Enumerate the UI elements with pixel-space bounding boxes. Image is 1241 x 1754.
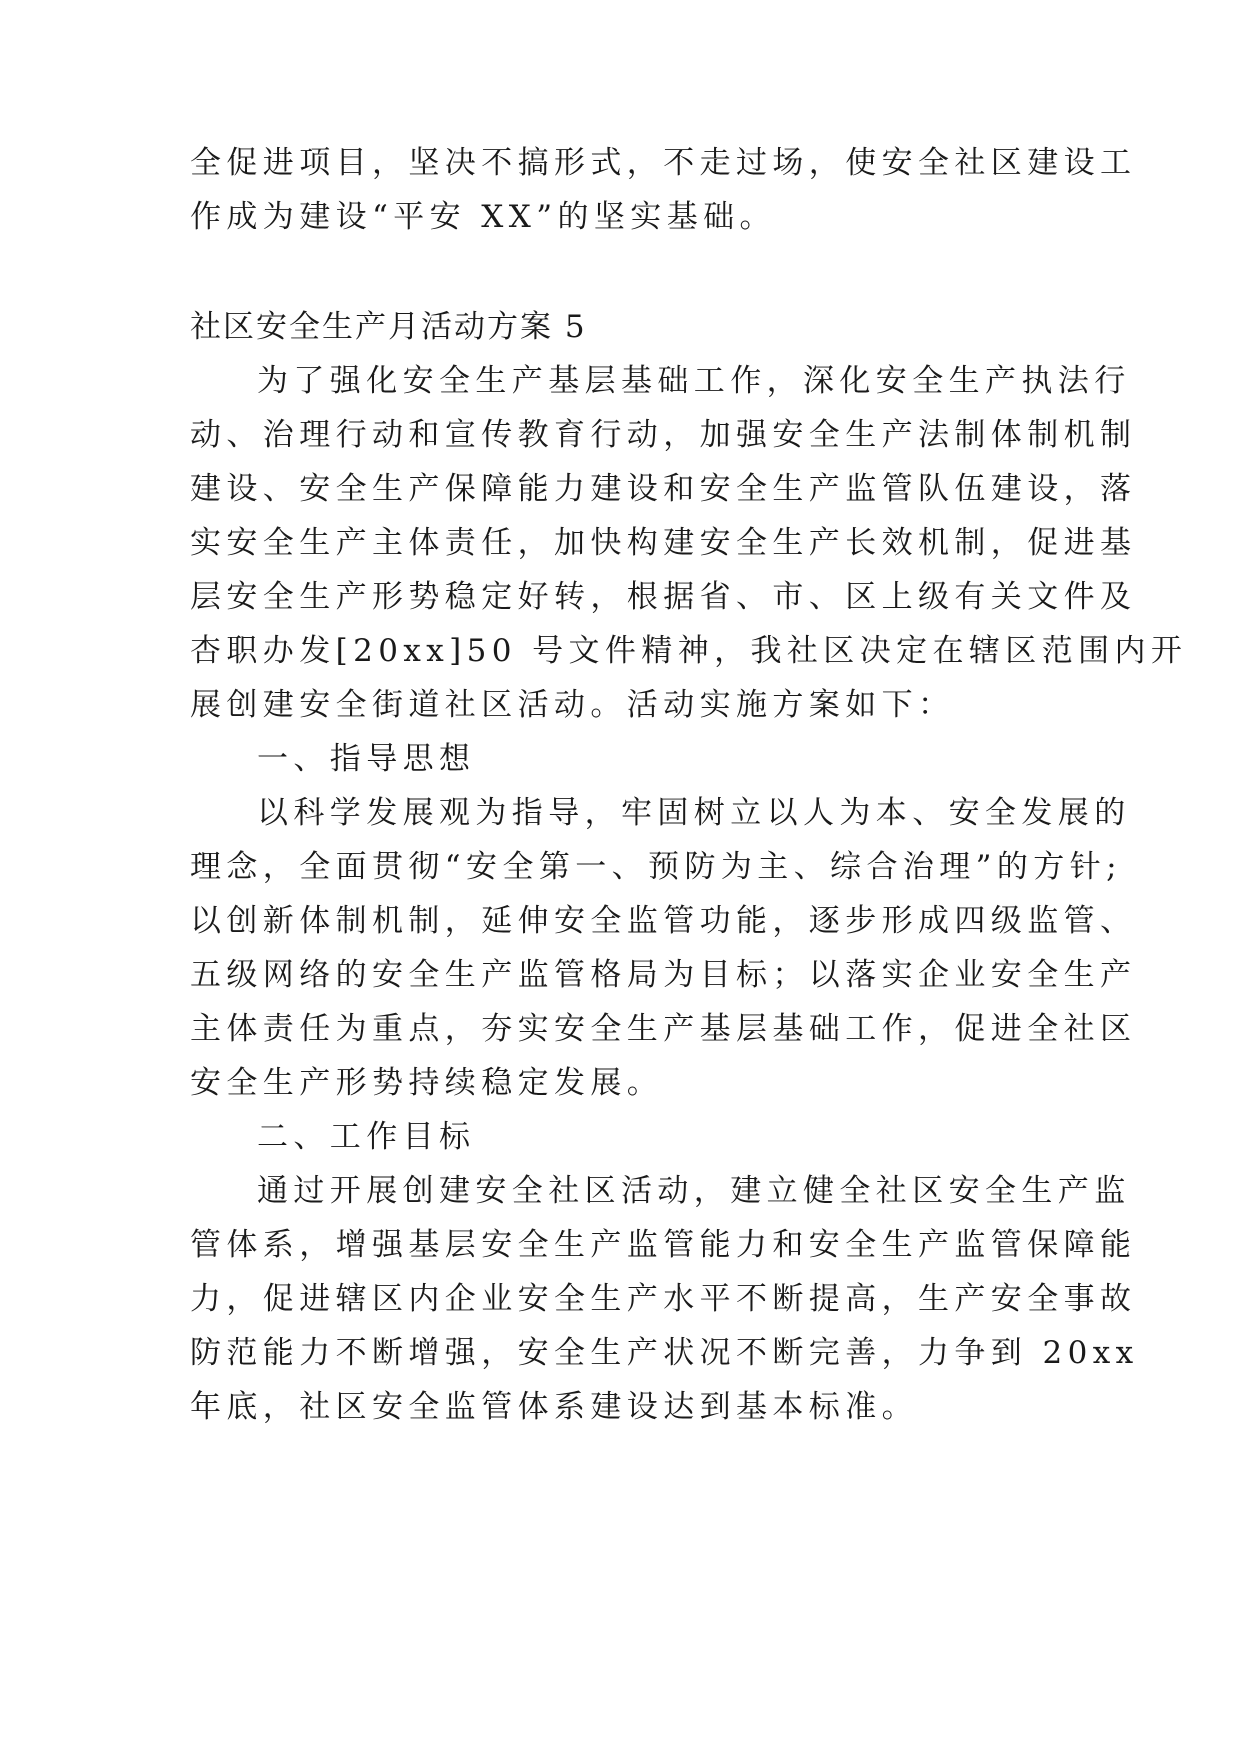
guiding-line-2: 理念，全面贯彻“安全第一、预防为主、综合治理”的方针; — [190, 849, 1122, 885]
goals-line-4: 防范能力不断增强，安全生产状况不断完善，力争到 20xx — [190, 1335, 1139, 1371]
intro-line-5: 层安全生产形势稳定好转，根据省、市、区上级有关文件及 — [190, 579, 1137, 615]
goals-line-3: 力，促进辖区内企业安全生产水平不断提高，生产安全事故 — [190, 1281, 1137, 1317]
guiding-line-6: 安全生产形势持续稳定发展。 — [190, 1065, 664, 1101]
goals-line-1: 通过开展创建安全社区活动，建立健全社区安全生产监 — [257, 1173, 1131, 1209]
guiding-line-1: 以科学发展观为指导，牢固树立以人为本、安全发展的 — [257, 795, 1131, 831]
intro-line-3: 建设、安全生产保障能力建设和安全生产监管队伍建设，落 — [190, 471, 1137, 507]
goals-line-5: 年底，社区安全监管体系建设达到基本标准。 — [190, 1389, 918, 1425]
guiding-line-4: 五级网络的安全生产监管格局为目标；以落实企业安全生产 — [190, 957, 1137, 993]
continuation-line-2: 作成为建设“平安 XX”的坚实基础。 — [190, 199, 776, 235]
guiding-line-5: 主体责任为重点，夯实安全生产基层基础工作，促进全社区 — [190, 1011, 1137, 1047]
intro-line-2: 动、治理行动和宣传教育行动，加强安全生产法制体制机制 — [190, 417, 1137, 453]
guiding-line-3: 以创新体制机制，延伸安全监管功能，逐步形成四级监管、 — [190, 903, 1137, 939]
intro-line-7: 展创建安全街道社区活动。活动实施方案如下： — [190, 687, 955, 723]
intro-line-1: 为了强化安全生产基层基础工作，深化安全生产执法行 — [257, 363, 1131, 399]
section-title: 社区安全生产月活动方案 5 — [190, 309, 587, 345]
intro-line-6: 杏职办发[20xx]50 号文件精神，我社区决定在辖区范围内开 — [190, 633, 1188, 669]
heading-guiding-thought: 一、指导思想 — [257, 741, 476, 777]
intro-line-4: 实安全生产主体责任，加快构建安全生产长效机制，促进基 — [190, 525, 1137, 561]
goals-line-2: 管体系，增强基层安全生产监管能力和安全生产监管保障能 — [190, 1227, 1137, 1263]
heading-work-goals: 二、工作目标 — [257, 1119, 476, 1155]
continuation-line-1: 全促进项目，坚决不搞形式，不走过场，使安全社区建设工 — [190, 145, 1137, 181]
